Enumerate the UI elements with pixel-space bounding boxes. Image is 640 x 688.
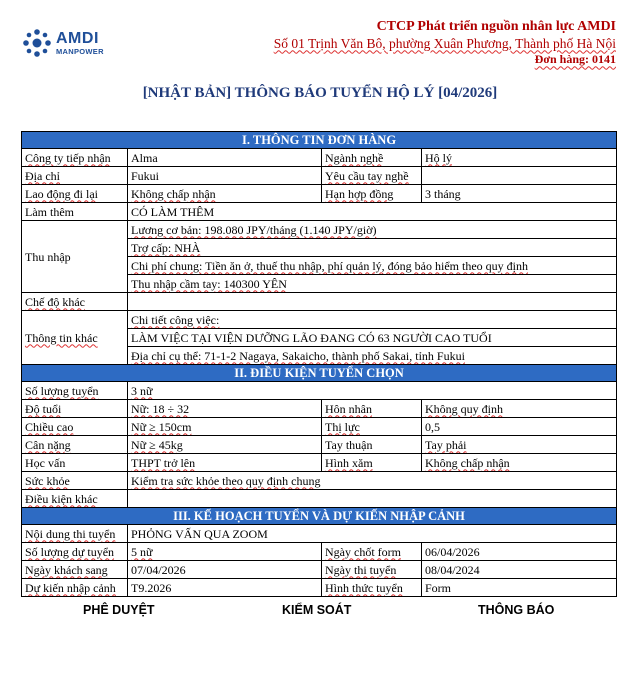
company-address: Số 01 Trịnh Văn Bô, phường Xuân Phương, Thành phố Hà Nội	[273, 35, 616, 51]
company-name: CTCP Phát triển nguồn nhân lực AMDI	[376, 19, 616, 34]
control-label: KIỂM SOÁT	[282, 603, 352, 617]
field-value: Nữ ≥ 45kg	[128, 436, 322, 454]
other-info-line: Chi tiết công việc:	[128, 311, 617, 329]
section-heading: II. ĐIỀU KIỆN TUYỂN CHỌN	[22, 365, 617, 382]
field-label: Hình xăm	[322, 454, 422, 472]
field-label: Yêu cầu tay nghề	[322, 167, 422, 185]
field-value: 0,5	[422, 418, 617, 436]
field-label: Hạn hợp đồng	[322, 185, 422, 203]
field-value: Tay phải	[422, 436, 617, 454]
field-value: Hộ lý	[422, 149, 617, 167]
field-label: Dự kiến nhập cảnh	[22, 579, 128, 597]
field-value: 08/04/2024	[422, 561, 617, 579]
field-value: 5 nữ	[128, 543, 322, 561]
field-value: Fukui	[128, 167, 322, 185]
document-title: [NHẬT BẢN] THÔNG BÁO TUYỂN HỘ LÝ [04/2026]	[142, 85, 498, 101]
field-label: Tay thuận	[322, 436, 422, 454]
field-value	[422, 167, 617, 185]
approve-label: PHÊ DUYỆT	[83, 603, 155, 617]
income-line: Trợ cấp: NHÀ	[128, 239, 617, 257]
field-label: Lao động đi lại	[22, 185, 128, 203]
field-label: Ngày thi tuyển	[322, 561, 422, 579]
field-value: Không chấp nhận	[422, 454, 617, 472]
logo-brand: AMDI	[56, 29, 99, 47]
income-line: Lương cơ bản: 198.080 JPY/tháng (1.140 JPY/giờ)	[128, 221, 617, 239]
field-label: Hôn nhân	[322, 400, 422, 418]
field-label: Hình thức tuyển	[322, 579, 422, 597]
field-label: Học vấn	[22, 454, 128, 472]
field-value: Kiểm tra sức khỏe theo quy định chung	[128, 472, 617, 490]
field-label: Thu nhập	[22, 221, 128, 293]
field-value: Nữ ≥ 150cm	[128, 418, 322, 436]
field-value: CÓ LÀM THÊM	[128, 203, 617, 221]
field-label: Ngày chốt form	[322, 543, 422, 561]
field-label: Làm thêm	[22, 203, 128, 221]
field-label: Độ tuổi	[22, 400, 128, 418]
field-value: T9.2026	[128, 579, 322, 597]
field-value: Nữ: 18 ÷ 32	[128, 400, 322, 418]
field-value: Không chấp nhận	[128, 185, 322, 203]
field-label: Nội dung thi tuyển	[22, 525, 128, 543]
section-heading: III. KẾ HOẠCH TUYỂN VÀ DỰ KIẾN NHẬP CẢNH	[22, 508, 617, 525]
field-label: Sức khỏe	[22, 472, 128, 490]
field-value: Alma	[128, 149, 322, 167]
field-label: Số lượng tuyển	[22, 382, 128, 400]
field-value: THPT trở lên	[128, 454, 322, 472]
income-line: Thu nhập cầm tay: 140300 YÊN	[128, 275, 617, 293]
other-info-line: Địa chỉ cụ thể: 71-1-2 Nagaya, Sakaicho, thành phố Sakai, tỉnh Fukui	[128, 347, 617, 365]
other-info-line: LÀM VIỆC TẠI VIỆN DƯỠNG LÃO ĐANG CÓ 63 NGƯỜI CAO TUỔI	[128, 329, 617, 347]
income-line: Chi phí chung: Tiền ăn ở, thuế thu nhập, phí quản lý, đóng bảo hiểm theo quy định	[128, 257, 617, 275]
field-value: Không quy định	[422, 400, 617, 418]
field-value: Form	[422, 579, 617, 597]
amdi-logo-icon	[22, 28, 52, 58]
field-value	[128, 490, 617, 508]
field-label: Ngành nghề	[322, 149, 422, 167]
order-table	[21, 131, 617, 597]
field-label: Chế độ khác	[22, 293, 128, 311]
logo-subtitle: MANPOWER	[56, 46, 104, 56]
section-heading: I. THÔNG TIN ĐƠN HÀNG	[22, 132, 617, 149]
field-value: PHỎNG VẤN QUA ZOOM	[128, 525, 617, 543]
field-label: Điều kiện khác	[22, 490, 128, 508]
field-label: Địa chỉ	[22, 167, 128, 185]
company-header	[274, 18, 616, 67]
field-value: 3 tháng	[422, 185, 617, 203]
field-value: 07/04/2026	[128, 561, 322, 579]
field-value: 06/04/2026	[422, 543, 617, 561]
field-label: Thị lực	[322, 418, 422, 436]
company-logo	[22, 28, 104, 58]
field-value	[128, 293, 617, 311]
field-label: Cân nặng	[22, 436, 128, 454]
field-label: Ngày khách sang	[22, 561, 128, 579]
field-label: Chiều cao	[22, 418, 128, 436]
field-label: Công ty tiếp nhận	[22, 149, 128, 167]
field-value: 3 nữ	[128, 382, 617, 400]
notice-label: THÔNG BÁO	[478, 603, 555, 617]
order-number: Đơn hàng: 0141	[534, 52, 616, 67]
field-label: Thông tin khác	[22, 311, 128, 365]
field-label: Số lượng dự tuyển	[22, 543, 128, 561]
